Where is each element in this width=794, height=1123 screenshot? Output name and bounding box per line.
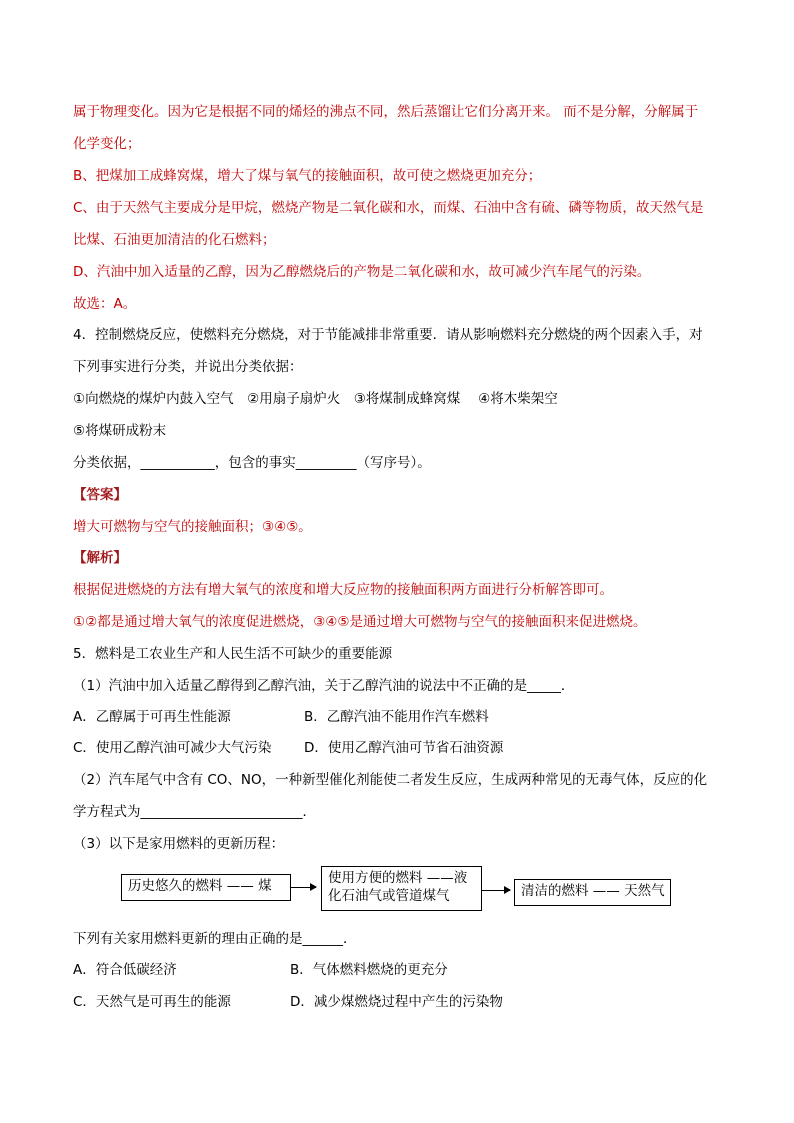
explanation-line-2: 化学变化；	[73, 136, 141, 152]
q5-part-3-question: 下列有关家用燃料更新的理由正确的是______．	[73, 931, 357, 947]
q5-part-1: （1）汽油中加入适量乙醇得到乙醇汽油，关于乙醇汽油的说法中不正确的是_____．	[73, 678, 575, 694]
q5-part-3-option-a: A．符合低碳经济	[73, 962, 177, 978]
flow-box-natural-gas-label: 清洁的燃料 —— 天然气	[521, 883, 665, 899]
explanation-option-c-line-2: 比煤、石油更加清洁的化石燃料；	[73, 232, 276, 248]
q5-part-3-option-c: C．天然气是可再生的能源	[73, 994, 231, 1010]
explanation-option-c-line-1: C、由于天然气主要成分是甲烷，燃烧产物是二氧化碳和水，而煤、石油中含有硫、磷等物质，故天然气是	[73, 200, 704, 216]
q5-part-3: （3）以下是家用燃料的更新历程：	[73, 836, 285, 852]
q4-facts-line-1: ①向燃烧的煤炉内鼓入空气 ②用扇子扇炉火 ③将煤制成蜂窝煤 ④将木柴架空	[73, 391, 558, 407]
q5-stem: 5．燃料是工农业生产和人民生活不可缺少的重要能源	[73, 646, 393, 662]
flow-arrow-1	[291, 887, 316, 888]
q4-analysis-line-1: 根据促进燃烧的方法有增大氧气的浓度和增大反应物的接触面积两方面进行分析解答即可。	[73, 582, 613, 598]
q5-part-1-option-d: D．使用乙醇汽油可节省石油资源	[304, 740, 504, 756]
q4-analysis-line-2: ①②都是通过增大氧气的浓度促进燃烧，③④⑤是通过增大可燃物与空气的接触面积来促进燃烧。	[73, 614, 647, 630]
q4-stem-line-1: 4．控制燃烧反应，使燃料充分燃烧，对于节能减排非常重要．请从影响燃料充分燃烧的两个因素入手，对	[73, 327, 703, 343]
flow-box-coal	[121, 874, 291, 901]
flow-box-lpg-line-2: 化石油气或管道煤气	[328, 888, 450, 904]
explanation-option-b: B、把煤加工成蜂窝煤，增大了煤与氧气的接触面积，故可使之燃烧更加充分；	[73, 168, 542, 184]
explanation-choice: 故选：A。	[73, 296, 137, 312]
q5-part-1-option-b: B．乙醇汽油不能用作汽车燃料	[304, 709, 489, 725]
flow-box-lpg	[321, 866, 482, 911]
q5-part-1-option-a: A．乙醇属于可再生性能源	[73, 709, 231, 725]
q5-part-1-option-c: C．使用乙醇汽油可减少大气污染	[73, 740, 272, 756]
q4-answer-label: 【答案】	[73, 487, 127, 503]
q5-part-3-option-b: B．气体燃料燃烧的更充分	[290, 962, 448, 978]
q5-part-3-option-d: D．减少煤燃烧过程中产生的污染物	[290, 994, 503, 1010]
q5-part-2-line-2: 学方程式为________________________．	[73, 804, 316, 820]
q5-part-2-line-1: （2）汽车尾气中含有 CO、NO，一种新型催化剂能使二者发生反应，生成两种常见的无毒气体，反应的化	[73, 772, 708, 788]
q4-analysis-label: 【解析】	[73, 550, 127, 566]
explanation-option-d: D、汽油中加入适量的乙醇，因为乙醇燃烧后的产物是二氧化碳和水，故可减少汽车尾气的污染。	[73, 264, 651, 280]
q4-fill-blank: 分类依据，___________，包含的事实_________（写序号）。	[73, 455, 431, 471]
flow-box-lpg-line-1: 使用方便的燃料 ——液	[328, 870, 468, 886]
flow-box-coal-label: 历史悠久的燃料 —— 煤	[128, 878, 272, 894]
q4-answer: 增大可燃物与空气的接触面积；③④⑤。	[73, 519, 312, 535]
flow-box-natural-gas	[514, 879, 671, 906]
q4-stem-line-2: 下列事实进行分类，并说出分类依据：	[73, 359, 303, 375]
q4-facts-line-2: ⑤将煤研成粉末	[73, 423, 167, 439]
explanation-line-1: 属于物理变化。因为它是根据不同的烯烃的沸点不同，然后蒸馏让它们分离开来。 而不是分解，分解属于	[73, 104, 699, 120]
flow-arrow-2	[482, 890, 510, 891]
